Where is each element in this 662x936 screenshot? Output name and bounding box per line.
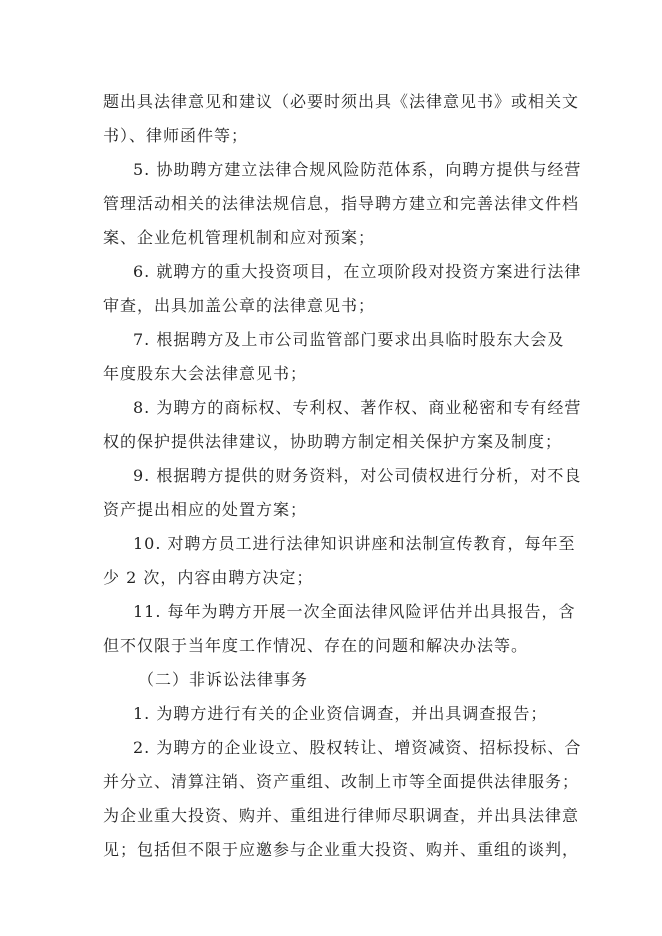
text-line: 资产提出相应的处置方案； bbox=[103, 500, 308, 519]
text-line: 8. 为聘方的商标权、专利权、著作权、商业秘密和专有经营 bbox=[133, 398, 582, 417]
text-line: 11. 每年为聘方开展一次全面法律风险评估并出具报告，含 bbox=[133, 602, 576, 621]
text-line: 少 2 次，内容由聘方决定； bbox=[103, 568, 314, 587]
text-line: 7. 根据聘方及上市公司监管部门要求出具临时股东大会及 bbox=[133, 330, 565, 349]
text-line: 并分立、清算注销、资产重组、改制上市等全面提供法律服务； bbox=[103, 772, 580, 791]
text-line: 案、企业危机管理机制和应对预案； bbox=[103, 228, 376, 247]
text-line: 年度股东大会法律意见书； bbox=[103, 364, 308, 383]
text-line: 2. 为聘方的企业设立、股权转让、增资减资、招标投标、合 bbox=[133, 738, 582, 757]
text-line: 10. 对聘方员工进行法律知识讲座和法制宣传教育，每年至 bbox=[133, 534, 576, 553]
text-line: 见；包括但不限于应邀参与企业重大投资、购并、重组的谈判， bbox=[103, 840, 580, 859]
text-line: 书）、律师函件等； bbox=[103, 126, 249, 145]
text-line: 为企业重大投资、购并、重组进行律师尽职调查，并出具法律意 bbox=[103, 806, 580, 825]
section-heading: （二）非诉讼法律事务 bbox=[138, 670, 309, 689]
text-line: 题出具法律意见和建议（必要时须出具《法律意见书》或相关文 bbox=[103, 92, 580, 111]
document-page bbox=[103, 85, 583, 867]
text-line: 9. 根据聘方提供的财务资料，对公司债权进行分析，对不良 bbox=[133, 466, 582, 485]
text-line: 管理活动相关的法律法规信息，指导聘方建立和完善法律文件档 bbox=[103, 194, 580, 213]
text-line: 6. 就聘方的重大投资项目，在立项阶段对投资方案进行法律 bbox=[133, 262, 582, 281]
text-line: 1. 为聘方进行有关的企业资信调查，并出具调查报告； bbox=[133, 704, 548, 723]
text-line: 审查，出具加盖公章的法律意见书； bbox=[103, 296, 376, 315]
text-line: 5. 协助聘方建立法律合规风险防范体系，向聘方提供与经营 bbox=[133, 160, 582, 179]
text-line: 权的保护提供法律建议，协助聘方制定相关保护方案及制度； bbox=[103, 432, 563, 451]
text-line: 但不仅限于当年度工作情况、存在的问题和解决办法等。 bbox=[103, 636, 529, 655]
